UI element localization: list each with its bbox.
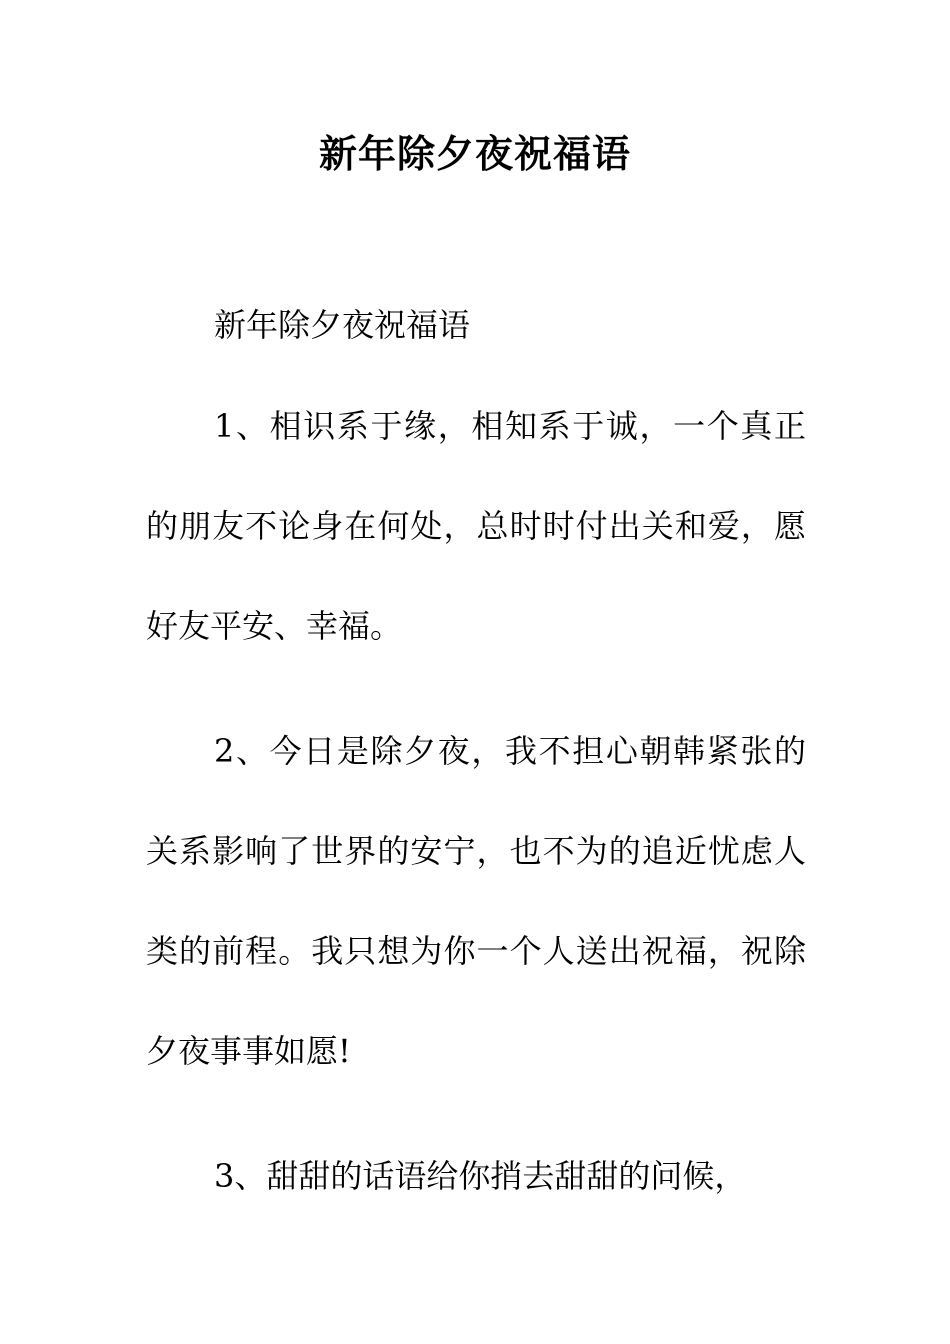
document-title: 新年除夕夜祝福语 [318,131,631,176]
document-body [146,300,806,1276]
paragraph-subtitle: 新年除夕夜祝福语 [214,306,471,344]
paragraph-1: 1、相识系于缘，相知系于诚，一个真正的朋友不论身在何处，总时时付出关和爱，愿好友平安、幸福。 [146,407,806,645]
paragraph-2: 2、今日是除夕夜，我不担心朝韩紧张的关系影响了世界的安宁，也不为的追近忧虑人类的前程。我只想为你一个人送出祝福，祝除夕夜事事如愿! [146,732,806,1070]
paragraph-3: 3、甜甜的话语给你捎去甜甜的问候， [214,1157,747,1195]
